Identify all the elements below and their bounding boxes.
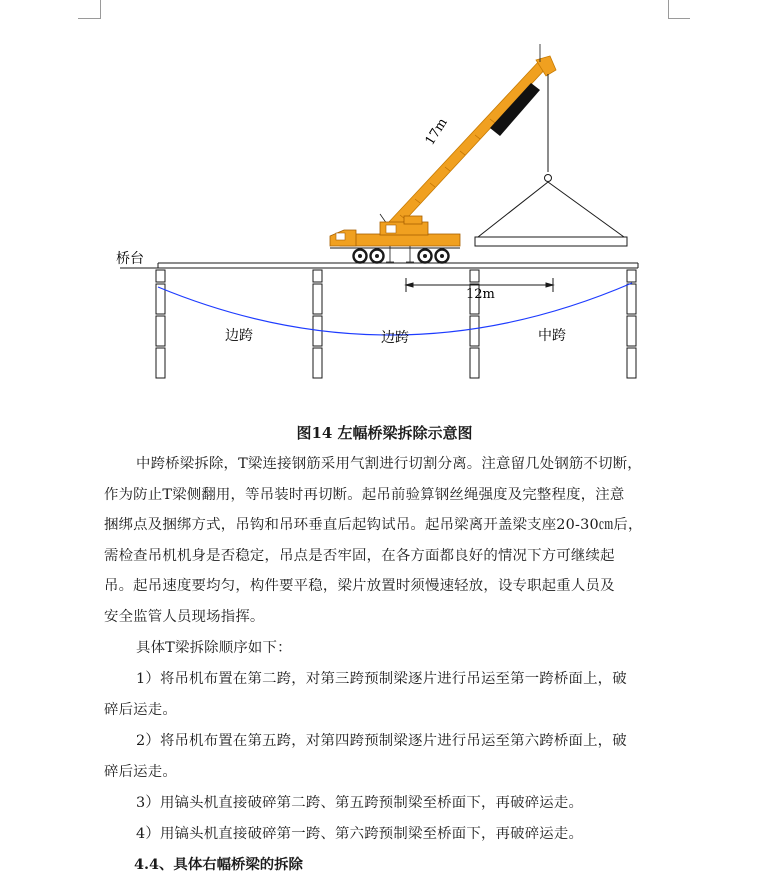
step-1: [104, 664, 668, 725]
pier-1: [156, 270, 165, 378]
paragraph-line: 中跨桥梁拆除，T梁连接钢筋采用气割进行切割分离。注意留几处钢筋不切断，: [136, 456, 642, 472]
paragraph-line: 2）将吊机布置在第五跨，对第四跨预制梁逐片进行吊运至第六跨桥面上，破: [136, 733, 627, 749]
paragraph-line: 3）用镐头机直接破碎第二跨、第五跨预制梁至桥面下，再破碎运走。: [136, 795, 584, 811]
span-length-label: 12m: [466, 287, 495, 302]
crane-carrier: [330, 216, 460, 263]
abutment-label: 桥台: [116, 251, 144, 267]
paragraph-line: 捆绑点及捆绑方式，吊钩和吊环垂直后起钩试吊。起吊梁离开盖梁支座20-30㎝后，: [104, 517, 643, 534]
paragraph-line: 4）用镐头机直接破碎第一跨、第六跨预制梁至桥面下，再破碎运走。: [136, 826, 584, 842]
pier-4: [627, 270, 636, 378]
step-3: [104, 788, 668, 819]
paragraph-sequence-intro: [104, 633, 668, 664]
crane-boom: [380, 44, 556, 230]
paragraph-line: 作为防止T梁侧翻用，等吊装时再切断。起吊前验算钢丝绳强度及完整程度，注意: [104, 486, 625, 503]
step-4: [104, 819, 668, 850]
paragraph-demolition-method: [104, 449, 668, 633]
figure-caption: 图14 左幅桥梁拆除示意图: [296, 424, 473, 442]
bridge-piers: [156, 270, 636, 378]
paragraph-line: 碎后运走。: [104, 701, 177, 718]
paragraph-line: 安全监管人员现场指挥。: [104, 608, 265, 625]
paragraph-line: 具体T梁拆除顺序如下：: [136, 640, 292, 656]
span-label-1: 边跨: [225, 328, 253, 344]
step-2: [104, 726, 668, 787]
pier-2: [313, 270, 322, 378]
bridge-demolition-diagram: [0, 0, 769, 420]
span-label-2: 边跨: [381, 330, 409, 346]
paragraph-line: 1）将吊机布置在第二跨，对第三跨预制梁逐片进行吊运至第一跨桥面上，破: [136, 671, 627, 687]
paragraph-line: 吊。起吊速度要均匀，构件要平稳，梁片放置时须慢速轻放，设专职起重人员及: [104, 578, 615, 595]
boom-length-label: 17m: [422, 115, 451, 149]
paragraph-line: 碎后运走。: [104, 763, 177, 780]
section-heading: 4.4、具体右幅桥梁的拆除: [134, 856, 303, 873]
span-label-3: 中跨: [538, 328, 566, 344]
paragraph-line: 需检查吊机机身是否稳定，吊点是否牢固，在各方面都良好的情况下方可继续起: [104, 547, 615, 564]
bridge-deck: [120, 263, 638, 268]
hoist-assembly: [475, 74, 627, 246]
